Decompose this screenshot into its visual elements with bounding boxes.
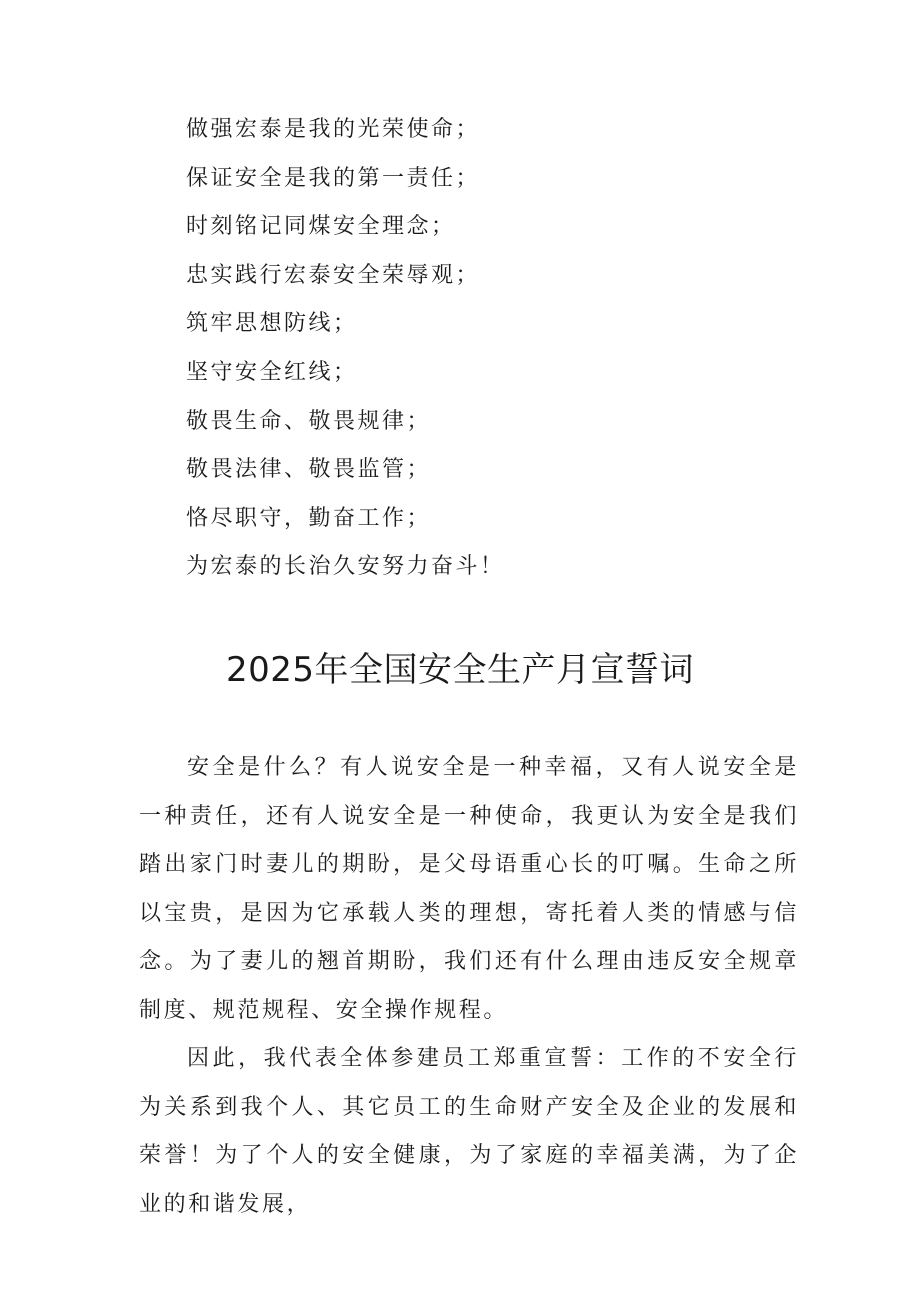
oath-line: 忠实践行宏泰安全荣辱观；	[186, 262, 481, 288]
oath-line: 坚守安全红线；	[186, 359, 358, 385]
oath-line: 时刻铭记同煤安全理念；	[186, 214, 456, 240]
oath-line: 做强宏泰是我的光荣使命；	[186, 117, 481, 142]
section-title: 2025年全国安全生产月宣誓词	[225, 650, 695, 690]
oath-line: 为宏泰的长治久安努力奋斗！	[186, 554, 505, 580]
oath-line: 恪尽职守，勤奋工作；	[186, 505, 432, 531]
body-paragraph: 因此，我代表全体参建员工郑重宣誓：工作的不安全行为关系到我个人、其它员工的生命财产安全及企业的发展和荣誉！为了个人的安全健康，为了家庭的幸福美满，为了企业的和谐发展，	[139, 1046, 799, 1217]
oath-list	[186, 112, 505, 598]
section-body	[139, 744, 799, 1229]
oath-line: 保证安全是我的第一责任；	[186, 165, 481, 191]
body-paragraph: 安全是什么？有人说安全是一种幸福，又有人说安全是一种责任，还有人说安全是一种使命，我更认为安全是我们踏出家门时妻儿的期盼，是父母语重心长的叮嘱。生命之所以宝贵，是因为它承载人类的理想，寄托着人类的情感与信念。为了妻儿的翘首期盼，我们还有什么理由违反安全规章制度、规范规程、安全操作规程。	[139, 755, 799, 1023]
oath-line: 筑牢思想防线；	[186, 311, 358, 337]
oath-line: 敬畏法律、敬畏监管；	[186, 457, 432, 483]
oath-line: 敬畏生命、敬畏规律；	[186, 408, 432, 434]
